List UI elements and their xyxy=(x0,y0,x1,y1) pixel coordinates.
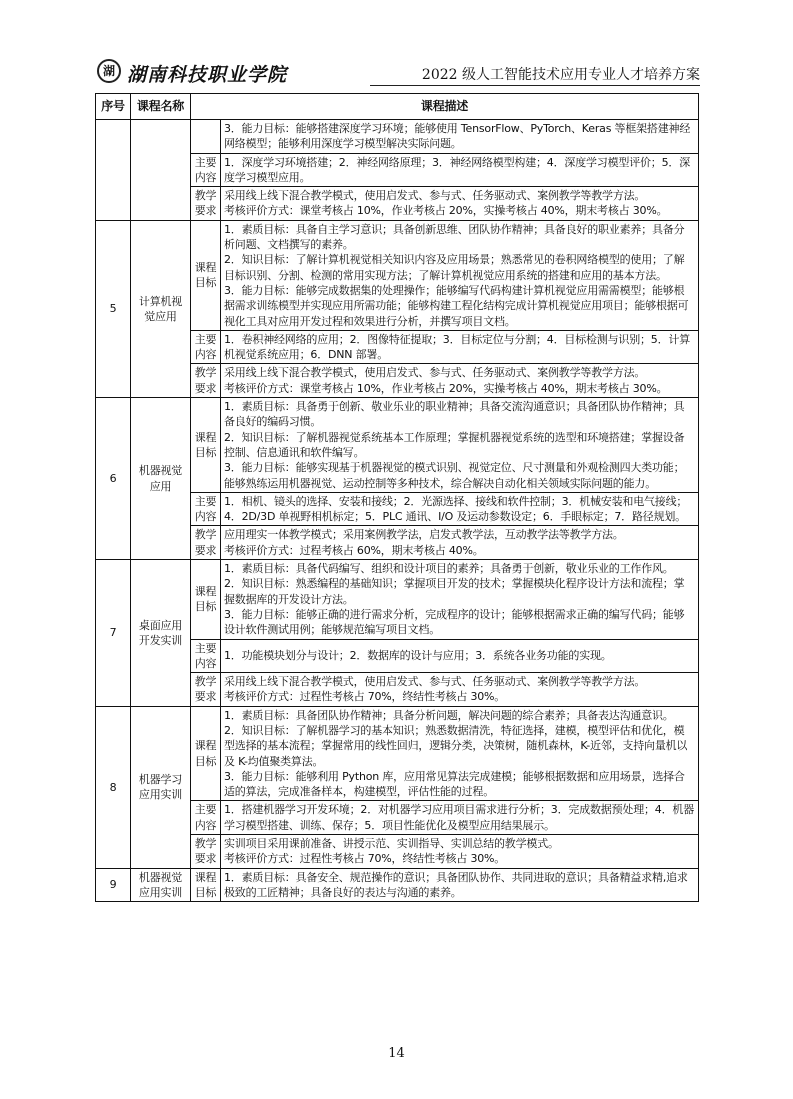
req-line: 考核评价方式：过程考核占 60%，期末考核占 40%。 xyxy=(224,543,484,557)
cell-requirement xyxy=(221,526,699,560)
cell-content: 1．深度学习环境搭建；2．神经网络原理；3．神经网络模型构建；4．深度学习模型评价；5．深度学习模型应用。 xyxy=(221,153,699,187)
req-line: 应用理实一体教学模式；采用案例教学法，启发式教学法，互动教学法等教学方法。 xyxy=(224,528,624,542)
goal-line: 3．能力目标：能够搭建深度学习环境；能够使用 TensorFlow、PyTorch、Keras 等框架搭建神经网络模型；能够利用深度学习模型解决实际问题。 xyxy=(224,122,691,151)
table-row xyxy=(96,706,699,801)
req-line: 考核评价方式：课堂考核占 10%，作业考核占 20%，实操考核占 40%，期末考核占 30%。 xyxy=(224,381,668,395)
table-row xyxy=(96,868,699,902)
cell-sub-label: 教学要求 xyxy=(191,526,221,560)
cell-sub-label: 教学要求 xyxy=(191,673,221,707)
page-header xyxy=(95,58,700,88)
cell-name xyxy=(131,120,191,221)
goal-line: 2．知识目标：了解计算机视觉相关知识内容及应用场景；熟悉常见的卷积网络模型的使用；了解目标识别、分割、检测的常用实现方法；了解计算机视觉应用系统的搭建和应用的基本方法。 xyxy=(224,253,685,282)
table-row xyxy=(96,398,699,493)
table-row xyxy=(96,120,699,154)
cell-sub-label: 教学要求 xyxy=(191,835,221,869)
cell-sub-label: 课程目标 xyxy=(191,868,221,902)
goal-line: 3．能力目标：能够正确的进行需求分析，完成程序的设计；能够根据需求正确的编写代码；能够设计软件测试用例；能够规范编写项目文档。 xyxy=(224,607,685,637)
req-line: 采用线上线下混合教学模式，使用启发式、参与式、任务驱动式、案例教学等教学方法。 xyxy=(224,366,646,380)
course-table xyxy=(95,93,699,902)
cell-no: 9 xyxy=(96,868,131,902)
goal-line: 2．知识目标：熟悉编程的基础知识；掌握项目开发的技术；掌握模块化程序设计方法和流程；掌握数据库的开发设计方法。 xyxy=(224,577,685,606)
table-row xyxy=(96,220,699,330)
req-line: 采用线上线下混合教学模式，使用启发式、参与式、任务驱动式、案例教学等教学方法。 xyxy=(224,675,646,689)
cell-content: 1．搭建机器学习开发环境；2．对机器学习应用项目需求进行分析；3．完成数据预处理；4．机器学习模型搭建、训练、保存；5．项目性能优化及模型应用结果展示。 xyxy=(221,801,699,835)
cell-name: 桌面应用开发实训 xyxy=(131,560,191,707)
cell-sub-label: 教学要求 xyxy=(191,187,221,221)
cell-sub-label: 课程目标 xyxy=(191,398,221,493)
cell-content: 1．相机、镜头的选择、安装和接线；2．光源选择、接线和软件控制；3．机械安装和电气接线；4．2D/3D 单视野相机标定；5．PLC 通讯、I/O 及运动参数设定；6．手眼标定；7．路径规划。 xyxy=(221,492,699,526)
cell-goal xyxy=(221,120,699,154)
header-name: 课程名称 xyxy=(131,94,191,120)
goal-line: 1．素质目标：具备安全、规范操作的意识；具备团队协作、共同进取的意识；具备精益求精,追求极致的工匠精神；具备良好的表达与沟通的素养。 xyxy=(224,870,688,899)
cell-requirement xyxy=(221,835,699,869)
cell-name: 机器视觉应用实训 xyxy=(131,868,191,902)
goal-line: 1．素质目标：具备自主学习意识；具备创新思维、团队协作精神；具备良好的职业素养；具备分析问题、文档撰写的素养。 xyxy=(224,222,685,252)
cell-sub-label: 主要内容 xyxy=(191,639,221,673)
goal-line: 3．能力目标：能够实现基于机器视觉的模式识别、视觉定位、尺寸测量和外观检测四大类功能；能够熟练运用机器视觉、运动控制等多种技术，综合解决自动化相关领域实际问题的能力。 xyxy=(224,461,685,490)
req-line: 采用线上线下混合教学模式，使用启发式、参与式、任务驱动式、案例教学等教学方法。 xyxy=(224,189,646,203)
school-name: 湖南科技职业学院 xyxy=(127,64,288,86)
goal-line: 2．知识目标：了解机器学习的基本知识；熟悉数据清洗，特征选择，建模，模型评估和优化，模型选择的基本流程；掌握常用的线性回归，逻辑分类，决策树，随机森林，K-近邻，支持向量机以及 K-均值聚类算法。 xyxy=(224,723,688,768)
req-line: 实训项目采用课前准备、讲授示范、实训指导、实训总结的教学模式。 xyxy=(224,837,559,851)
req-line: 考核评价方式：课堂考核占 10%，作业考核占 20%，实操考核占 40%，期末考核占 30%。 xyxy=(224,204,668,218)
goal-line: 3．能力目标：能够完成数据集的处理操作；能够编写代码构建计算机视觉应用需需模型；能够根据需求训练模型并实现应用所需功能；能够构建工程化结构完成计算机视觉应用项目；能够根据可视化工具对应用开发过程和效果进行分析，并撰写项目文档。 xyxy=(224,283,689,328)
school-seal-icon: 湖 xyxy=(97,59,121,83)
cell-goal xyxy=(221,560,699,639)
document-title: 2022 级人工智能技术应用专业人才培养方案 xyxy=(421,67,700,83)
cell-goal xyxy=(221,398,699,493)
header-rule xyxy=(370,85,700,86)
cell-requirement xyxy=(221,364,699,398)
header-desc: 课程描述 xyxy=(191,94,699,120)
req-line: 考核评价方式：过程性考核占 70%，终结性考核占 30%。 xyxy=(224,690,506,704)
table-row xyxy=(96,560,699,639)
cell-sub-label: 主要内容 xyxy=(191,153,221,187)
cell-no: 8 xyxy=(96,706,131,868)
cell-requirement xyxy=(221,187,699,221)
cell-name: 机器学习应用实训 xyxy=(131,706,191,868)
cell-name: 机器视觉应用 xyxy=(131,398,191,560)
cell-no: 6 xyxy=(96,398,131,560)
header-no: 序号 xyxy=(96,94,131,120)
cell-requirement xyxy=(221,673,699,707)
cell-name: 计算机视觉应用 xyxy=(131,220,191,397)
goal-line: 2．知识目标：了解机器视觉系统基本工作原理；掌握机器视觉系统的选型和环境搭建；掌握设备控制、信息通讯和软件编写。 xyxy=(224,430,685,459)
school-logo xyxy=(95,58,288,86)
cell-sub-label: 教学要求 xyxy=(191,364,221,398)
cell-content: 1．功能模块划分与设计；2．数据库的设计与应用；3．系统各业务功能的实现。 xyxy=(221,639,699,673)
goal-line: 1．素质目标：具备团队协作精神；具备分析问题，解决问题的综合素养；具备表达沟通意识。 xyxy=(224,708,674,722)
goal-line: 1．素质目标：具备代码编写、组织和设计项目的素养；具备勇于创新，敬业乐业的工作作风。 xyxy=(224,562,674,576)
cell-goal xyxy=(221,706,699,801)
page-number: 14 xyxy=(388,1046,405,1061)
cell-no: 5 xyxy=(96,220,131,397)
cell-no xyxy=(96,120,131,221)
cell-sub-label: 课程目标 xyxy=(191,220,221,330)
cell-sub-label xyxy=(191,120,221,154)
cell-sub-label: 课程目标 xyxy=(191,706,221,801)
cell-sub-label: 主要内容 xyxy=(191,801,221,835)
table-header-row xyxy=(96,94,699,120)
goal-line: 3．能力目标：能够利用 Python 库，应用常见算法完成建模；能够根据数据和应用场景，选择合适的算法，完成准备样本，构建模型，评估性能的过程。 xyxy=(224,769,685,799)
cell-no: 7 xyxy=(96,560,131,707)
cell-goal xyxy=(221,868,699,902)
cell-sub-label: 主要内容 xyxy=(191,492,221,526)
goal-line: 1．素质目标：具备勇于创新、敬业乐业的职业精神；具备交流沟通意识；具备团队协作精神；具备良好的编码习惯。 xyxy=(224,400,685,429)
cell-content: 1．卷积神经网络的应用；2．图像特征提取；3．目标定位与分割；4．目标检测与识别；5．计算机视觉系统应用；6．DNN 部署。 xyxy=(221,330,699,364)
cell-sub-label: 主要内容 xyxy=(191,330,221,364)
cell-sub-label: 课程目标 xyxy=(191,560,221,639)
req-line: 考核评价方式：过程性考核占 70%，终结性考核占 30%。 xyxy=(224,852,506,866)
cell-goal xyxy=(221,220,699,330)
